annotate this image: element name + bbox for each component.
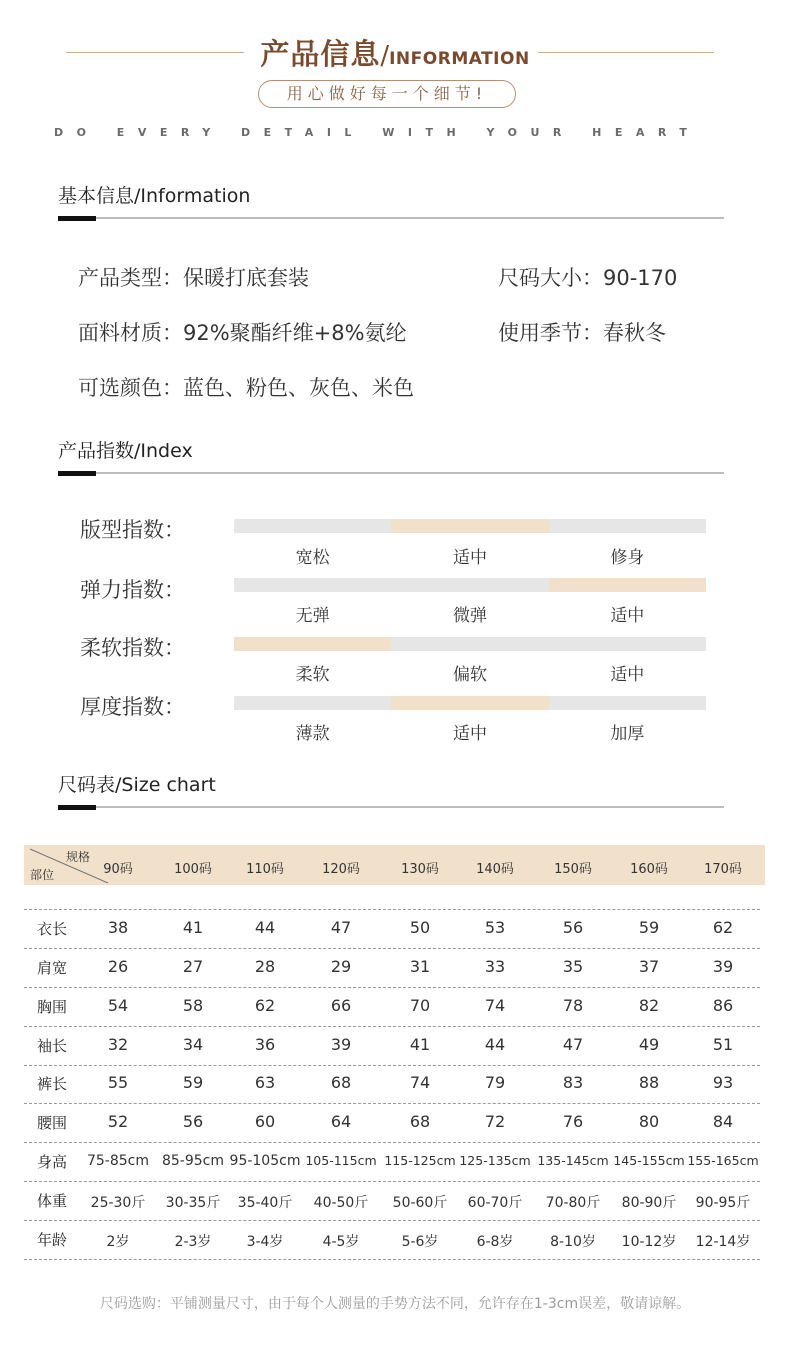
size-cell: 88 <box>638 1073 660 1092</box>
size-column-header: 150码 <box>554 862 592 877</box>
info-product-type: 产品类型：保暖打底套装 <box>78 266 309 290</box>
size-row-label: 袖长 <box>36 1036 67 1055</box>
index-options <box>234 601 706 626</box>
size-cell: 36 <box>254 1034 276 1054</box>
index-bar <box>234 578 706 592</box>
size-cell: 145-155cm <box>613 1152 685 1168</box>
index-label: 弹力指数： <box>80 578 185 602</box>
info-colors: 可选颜色：蓝色、粉色、灰色、米色 <box>78 376 414 400</box>
size-cell: 82 <box>638 995 660 1015</box>
size-cell: 51 <box>712 1034 734 1054</box>
row-divider <box>24 948 760 949</box>
size-cell: 41 <box>182 917 204 937</box>
size-cell: 40-50斤 <box>313 1194 369 1211</box>
corner-top-label: 规格 <box>66 850 91 864</box>
index-bar <box>234 519 706 533</box>
index-segment-selected <box>549 578 706 592</box>
section-rule-size <box>58 806 724 808</box>
index-option: 宽松 <box>295 548 330 568</box>
index-segment <box>234 519 391 533</box>
index-option: 偏软 <box>452 665 487 685</box>
index-option: 适中 <box>610 606 645 626</box>
size-cell: 84 <box>712 1111 734 1131</box>
size-cell: 2岁 <box>106 1233 130 1250</box>
size-cell: 35 <box>562 956 584 976</box>
info-size-range: 尺码大小：90-170 <box>498 266 678 290</box>
size-cell: 74 <box>484 995 506 1015</box>
size-cell: 44 <box>254 917 276 937</box>
index-option: 薄款 <box>295 724 330 744</box>
info-season: 使用季节：春秋冬 <box>498 321 666 345</box>
size-cell: 26 <box>107 956 129 976</box>
size-cell: 86 <box>712 995 734 1015</box>
index-option: 适中 <box>452 724 487 744</box>
size-cell: 60 <box>254 1111 276 1131</box>
size-cell: 32 <box>107 1034 129 1054</box>
size-cell: 80-90斤 <box>621 1194 677 1211</box>
size-column-header: 110码 <box>246 862 284 877</box>
index-option: 柔软 <box>295 665 330 685</box>
index-segment-selected <box>234 637 391 651</box>
index-option: 适中 <box>452 548 487 568</box>
section-title-size: 尺码表/Size chart <box>58 774 216 796</box>
index-segment <box>234 578 391 592</box>
size-cell: 115-125cm <box>384 1152 456 1168</box>
size-cell: 155-165cm <box>687 1152 759 1168</box>
size-row-label: 肩宽 <box>36 958 67 977</box>
size-cell: 39 <box>330 1034 352 1054</box>
index-segment <box>549 519 706 533</box>
row-divider <box>24 1220 760 1221</box>
size-cell: 83 <box>562 1073 584 1092</box>
size-cell: 37 <box>638 956 660 976</box>
index-bar <box>234 637 706 651</box>
size-cell: 59 <box>182 1073 204 1092</box>
row-divider <box>24 1259 760 1260</box>
section-mark-size <box>58 805 96 810</box>
size-cell: 56 <box>182 1111 204 1131</box>
size-cell: 5-6岁 <box>401 1233 439 1250</box>
index-option: 微弹 <box>452 606 487 626</box>
size-cell: 6-8岁 <box>476 1233 514 1250</box>
size-cell: 80 <box>638 1111 660 1131</box>
size-cell: 66 <box>330 995 352 1015</box>
row-divider <box>24 987 760 988</box>
size-cell: 68 <box>409 1111 431 1131</box>
size-cell: 62 <box>712 917 734 937</box>
section-title-index: 产品指数/Index <box>58 440 193 462</box>
size-cell: 59 <box>638 917 660 937</box>
index-label: 版型指数： <box>80 518 185 542</box>
index-bar <box>234 696 706 710</box>
size-cell: 8-10岁 <box>550 1233 596 1250</box>
size-cell: 93 <box>712 1073 734 1092</box>
size-column-header: 130码 <box>401 862 439 877</box>
size-cell: 54 <box>107 995 129 1015</box>
size-column-header: 100码 <box>174 862 212 877</box>
size-cell: 2-3岁 <box>174 1233 212 1250</box>
size-cell: 58 <box>182 995 204 1015</box>
size-cell: 4-5岁 <box>322 1233 360 1250</box>
size-cell: 52 <box>107 1111 129 1131</box>
size-cell: 56 <box>562 917 584 937</box>
size-cell: 78 <box>562 995 584 1015</box>
size-cell: 68 <box>330 1073 352 1092</box>
size-cell: 85-95cm <box>161 1152 224 1169</box>
size-cell: 63 <box>254 1073 276 1092</box>
title-cn: 产品信息 <box>260 37 381 71</box>
index-options <box>234 719 706 744</box>
index-segment-selected <box>391 519 548 533</box>
index-label: 柔软指数： <box>80 636 185 660</box>
row-divider <box>24 1142 760 1143</box>
index-option: 修身 <box>610 548 645 568</box>
title-slash: / <box>380 41 390 71</box>
section-rule-index <box>58 472 724 474</box>
size-column-header: 160码 <box>630 862 668 877</box>
index-option: 加厚 <box>610 724 645 744</box>
size-column-header: 170码 <box>704 862 742 877</box>
size-cell: 29 <box>330 956 352 976</box>
size-footnote: 尺码选购：平铺测量尺寸，由于每个人测量的手势方法不同，允许存在1-3cm误差，敬请谅解。 <box>99 1296 691 1312</box>
index-label: 厚度指数： <box>80 695 185 719</box>
index-segment <box>549 637 706 651</box>
size-cell: 75-85cm <box>86 1152 149 1169</box>
size-cell: 79 <box>484 1073 506 1092</box>
size-cell: 49 <box>638 1034 660 1054</box>
size-cell: 60-70斤 <box>467 1194 523 1211</box>
row-divider <box>24 909 760 910</box>
index-options <box>234 660 706 685</box>
size-cell: 39 <box>712 956 734 976</box>
section-rule-basic <box>58 217 724 219</box>
size-cell: 50 <box>409 917 431 937</box>
size-cell: 72 <box>484 1111 506 1131</box>
size-cell: 125-135cm <box>459 1152 531 1168</box>
size-cell: 50-60斤 <box>392 1194 448 1211</box>
size-cell: 105-115cm <box>305 1152 377 1168</box>
size-cell: 31 <box>409 956 431 976</box>
row-divider <box>24 1103 760 1104</box>
size-cell: 53 <box>484 917 506 937</box>
size-row-label: 衣长 <box>36 919 67 938</box>
size-cell: 64 <box>330 1111 352 1131</box>
size-cell: 10-12岁 <box>621 1233 677 1250</box>
size-cell: 70-80斤 <box>545 1194 601 1211</box>
section-mark-index <box>58 471 96 476</box>
size-cell: 38 <box>107 917 129 937</box>
size-cell: 70 <box>409 995 431 1015</box>
size-cell: 95-105cm <box>229 1152 301 1169</box>
size-cell: 41 <box>409 1034 431 1054</box>
tagline: DO EVERY DETAIL WITH YOUR HEART <box>54 126 701 139</box>
index-segment-selected <box>391 696 548 710</box>
size-column-header: 140码 <box>476 862 514 877</box>
section-mark-basic <box>58 216 96 221</box>
size-row-label: 裤长 <box>36 1075 67 1093</box>
index-segment <box>234 696 391 710</box>
size-cell: 30-35斤 <box>165 1194 221 1211</box>
index-segment <box>391 578 548 592</box>
size-cell: 76 <box>562 1111 584 1131</box>
size-cell: 25-30斤 <box>90 1194 146 1211</box>
size-cell: 47 <box>330 917 352 937</box>
size-row-label: 胸围 <box>36 997 67 1016</box>
size-cell: 62 <box>254 995 276 1015</box>
size-cell: 12-14岁 <box>695 1233 751 1250</box>
row-divider <box>24 1181 760 1182</box>
size-column-header: 120码 <box>322 862 360 877</box>
slogan-pill: 用心做好每一个细节! <box>258 80 516 108</box>
index-option: 无弹 <box>295 606 330 626</box>
size-cell: 35-40斤 <box>237 1194 293 1211</box>
size-cell: 34 <box>182 1034 204 1054</box>
size-cell: 74 <box>409 1073 431 1092</box>
size-cell: 44 <box>484 1034 506 1054</box>
size-cell: 90-95斤 <box>695 1194 751 1211</box>
corner-bottom-label: 部位 <box>30 868 55 882</box>
size-cell: 135-145cm <box>537 1152 609 1168</box>
section-title-basic: 基本信息/Information <box>58 185 251 207</box>
title-en: INFORMATION <box>389 49 530 69</box>
size-cell: 3-4岁 <box>246 1233 284 1250</box>
size-row-label: 腰围 <box>36 1113 67 1132</box>
index-segment <box>391 637 548 651</box>
size-row-label: 身高 <box>36 1152 67 1171</box>
row-divider <box>24 1026 760 1027</box>
page-title <box>0 32 790 73</box>
index-option: 适中 <box>610 665 645 685</box>
size-cell: 28 <box>254 956 276 976</box>
info-fabric: 面料材质：92%聚酯纤维+8%氨纶 <box>78 321 407 345</box>
row-divider <box>24 1065 760 1066</box>
size-cell: 27 <box>182 956 204 976</box>
index-segment <box>549 696 706 710</box>
size-row-label: 体重 <box>36 1191 67 1210</box>
size-cell: 33 <box>484 956 506 976</box>
size-row-label: 年龄 <box>36 1230 67 1249</box>
size-column-header: 90码 <box>103 862 133 877</box>
size-cell: 55 <box>107 1073 129 1092</box>
index-options <box>234 543 706 568</box>
size-cell: 47 <box>562 1034 584 1054</box>
